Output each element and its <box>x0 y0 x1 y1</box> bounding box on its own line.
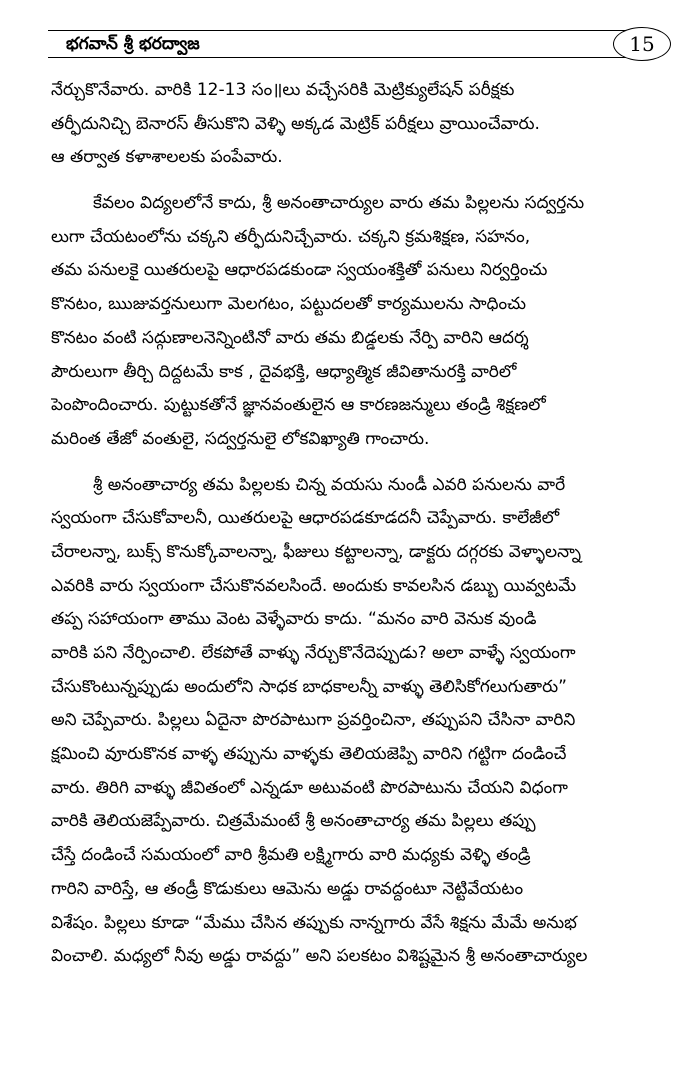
paragraph-2 <box>51 187 657 457</box>
text-line: వారికి పని నేర్పించాలి. లేకపోతే వాళ్ళు నేర్చుకొనేదెప్పుడు? అలా వాళ్ళే స్వయంగా <box>51 643 576 663</box>
text-line: కొనటం వంటి సద్గుణాలనెన్నింటినో వారు తమ బిడ్డలకు నేర్పి వారిని ఆదర్శ <box>51 327 529 348</box>
text-line: పెంపొందించారు. పుట్టుకతోనే జ్ఞానవంతులైన ఆ కారణజన్ములు తండ్రి శిక్షణలో <box>51 395 546 416</box>
text-line: గారిని వారిస్తే, ఆ తండ్రీ కొడుకులు ఆమెను అడ్డు రావద్దంటూ నెట్టివేయటం <box>51 878 524 899</box>
text-line: తప్ప సహాయంగా తాము వెంట వెళ్ళేవారు కాదు. “మనం వారి వెనుక వుండి <box>51 609 537 630</box>
text-line: వించాలి. మధ్యలో నీవు అడ్డు రావద్దు” అని పలకటం విశిష్టమైన శ్రీ అనంతాచార్యుల <box>51 946 588 967</box>
text-line: చేసుకొంటున్నప్పుడు అందులోని సాధక బాధకాలన్నీ వాళ్ళు తెలిసికోగలుగుతారు” <box>51 676 567 697</box>
text-line: విశేషం. పిల్లలు కూడా “మేము చేసిన తప్పుకు నాన్నగారు వేసే శిక్షను మేమే అనుభ <box>51 912 577 933</box>
text-line: క్షమించి వూరుకొనక వాళ్ళ తప్పును వాళ్ళకు తెలియజెప్పి వారిని గట్టిగా దండించే <box>51 744 567 765</box>
paragraph-1 <box>51 74 657 175</box>
running-header <box>48 30 654 58</box>
text-line: ఎవరికి వారు స్వయంగా చేసుకొనవలసిందే. అందుకు కావలసిన డబ్బు యివ్వటమే <box>51 575 577 596</box>
text-line: మరింత తేజో వంతులై, సద్వర్తనులై లోకవిఖ్యాతి గాంచారు. <box>51 428 430 449</box>
text-line: కేవలం విద్యలలోనే కాదు, శ్రీ అనంతాచార్యుల వారు తమ పిల్లలను సద్వర్తను <box>93 193 585 214</box>
book-title: భగవాన్ శ్రీ భరద్వాజ <box>66 34 200 54</box>
text-line: చేస్తే దండించే సమయంలో వారి శ్రీమతి లక్ష్మిగారు వారి మధ్యకు వెళ్ళి తండ్రి <box>51 845 531 866</box>
text-line: స్వయంగా చేసుకోవాలనీ, యితరులపై ఆధారపడకూడదనీ చెప్పేవారు. కాలేజీలో <box>51 508 560 529</box>
text-line: చేరాలన్నా, బుక్స్ కొనుక్కోవాలన్నా, ఫీజులు కట్టాలన్నా, డాక్టరు దగ్గరకు వెళ్ళాలన్నా <box>51 541 581 562</box>
text-line: తమ పనులకై యితరులపై ఆధారపడకుండా స్వయంశక్తితో పనులు నిర్వర్తించు <box>51 260 548 281</box>
text-line: శ్రీ అనంతాచార్య తమ పిల్లలకు చిన్న వయసు నుండీ ఎవరి పనులను వారే <box>93 474 566 495</box>
page-body <box>51 74 657 974</box>
paragraph-3 <box>51 469 657 974</box>
text-line: పౌరులుగా తీర్చి దిద్దటమే కాక , దైవభక్తి, ఆధ్యాత్మిక జీవితానురక్తి వారిలో <box>51 361 517 382</box>
text-line: తర్ఫీదునిచ్చి బెనారస్ తీసుకొని వెళ్ళి అక్కడ మెట్రిక్ పరీక్షలు వ్రాయించేవారు. <box>51 113 540 134</box>
text-line: లుగా చేయటంలోను చక్కని తర్ఫీదునిచ్చేవారు. చక్కని క్రమశిక్షణ, సహనం, <box>51 226 531 247</box>
text-line: ఆ తర్వాత కళాశాలలకు పంపేవారు. <box>51 147 283 168</box>
text-line: అని చెప్పేవారు. పిల్లలు ఏదైనా పొరపాటుగా ప్రవర్తించినా, తప్పుపని చేసినా వారిని <box>51 710 576 731</box>
text-line: నేర్చుకొనేవారు. వారికి 12-13 సం॥లు వచ్చేసరికి మెట్రిక్యులేషన్ పరీక్షకు <box>51 80 515 100</box>
page-number: 15 <box>613 27 671 61</box>
text-line: వారు. తిరిగి వాళ్ళు జీవితంలో ఎన్నడూ అటువంటి పొరపాటును చేయని విధంగా <box>51 777 568 798</box>
text-line: కొనటం, ఋజువర్తనులుగా మెలగటం, పట్టుదలతో కార్యములను సాధించు <box>51 294 526 315</box>
text-line: వారికి తెలియజెప్పేవారు. చిత్రమేమంటే శ్రీ అనంతాచార్య తమ పిల్లలు తప్పు <box>51 811 536 832</box>
